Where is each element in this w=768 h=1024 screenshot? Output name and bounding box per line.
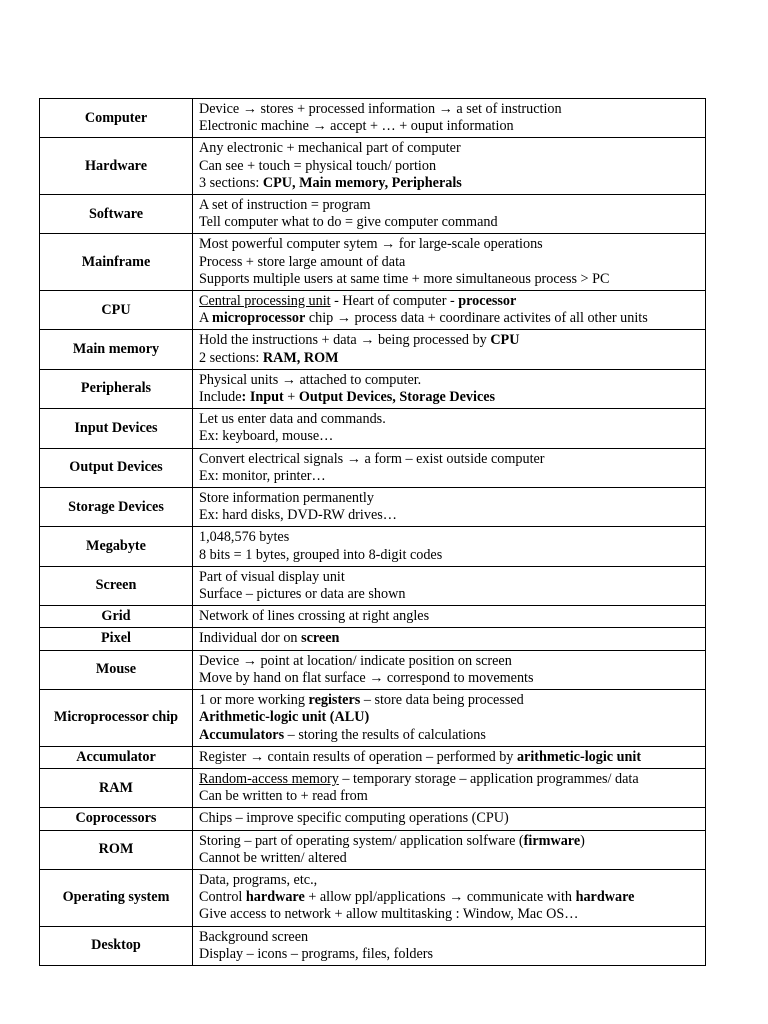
definition-line (199, 653, 705, 670)
bold-text: arithmetic-logic unit (516, 748, 642, 765)
bold-text: firmware (523, 832, 581, 849)
bold-text: : Input (241, 389, 284, 406)
text-segment: Convert electrical signals → a form – exist outside computer (199, 450, 545, 467)
term-cell: ROM (40, 830, 193, 869)
text-segment: - Heart of computer - (330, 293, 459, 310)
term-cell: CPU (40, 291, 193, 330)
definition-line (199, 118, 705, 135)
definition-line (199, 332, 705, 349)
definition-line (199, 529, 705, 546)
underline: Random-access memory (199, 770, 339, 787)
table-row (40, 650, 706, 689)
definition-cell (193, 650, 706, 689)
definition-line (199, 468, 705, 485)
text-segment: Move by hand on flat surface → correspond to movements (199, 669, 534, 686)
table-row (40, 606, 706, 628)
bold-text: CPU (490, 332, 520, 349)
text-segment: 2 sections: (199, 349, 263, 366)
underline: Central processing unit (199, 293, 331, 310)
term-cell: Desktop (40, 926, 193, 965)
text-segment: Supports multiple users at same time + more simultaneous process > PC (199, 270, 610, 287)
table-row (40, 138, 706, 195)
bold-text: hardware (575, 889, 635, 906)
definition-line (199, 372, 705, 389)
text-segment: Device → point at location/ indicate position on screen (199, 652, 512, 669)
table-row (40, 869, 706, 926)
table-row (40, 746, 706, 768)
definition-line (199, 271, 705, 288)
text-segment: Include (199, 389, 242, 406)
text-segment: Individual dor on (199, 630, 302, 647)
text-segment: Chips – improve specific computing operations (CPU) (199, 810, 509, 827)
definition-cell (193, 234, 706, 291)
definition-cell (193, 808, 706, 830)
text-segment: Control (199, 889, 246, 906)
definition-line (199, 906, 705, 923)
definition-line (199, 451, 705, 468)
table-row (40, 628, 706, 650)
definition-cell (193, 628, 706, 650)
text-segment: Any electronic + mechanical part of computer (199, 140, 461, 157)
table-row (40, 830, 706, 869)
term-cell: Megabyte (40, 527, 193, 566)
text-segment: chip → process data + coordinare activites of all other units (305, 310, 648, 327)
definition-cell (193, 768, 706, 807)
text-segment: Ex: monitor, printer… (199, 467, 326, 484)
definition-cell (193, 138, 706, 195)
definition-line (199, 727, 705, 744)
text-segment: + (283, 389, 299, 406)
table-row (40, 690, 706, 747)
bold-text: screen (301, 630, 340, 647)
definition-line (199, 101, 705, 118)
term-cell: Software (40, 195, 193, 234)
table-row (40, 926, 706, 965)
definition-line (199, 872, 705, 889)
definition-line (199, 608, 705, 625)
definition-line (199, 293, 705, 310)
text-segment: Store information permanently (199, 490, 374, 507)
definition-line (199, 850, 705, 867)
term-cell: Main memory (40, 330, 193, 369)
text-segment: Background screen (199, 928, 309, 945)
definition-line (199, 929, 705, 946)
table-row (40, 195, 706, 234)
definition-cell (193, 369, 706, 408)
definition-line (199, 810, 705, 827)
text-segment: Data, programs, etc., (199, 871, 318, 888)
definition-line (199, 411, 705, 428)
definition-cell (193, 527, 706, 566)
text-segment: 8 bits = 1 bytes, grouped into 8-digit codes (199, 546, 443, 563)
table-row (40, 409, 706, 448)
text-segment: Electronic machine → accept + … + ouput information (199, 118, 514, 135)
definition-line (199, 236, 705, 253)
term-cell: Operating system (40, 869, 193, 926)
text-segment: Surface – pictures or data are shown (199, 586, 406, 603)
definition-line (199, 254, 705, 271)
definition-line (199, 946, 705, 963)
definition-line (199, 788, 705, 805)
definition-line (199, 670, 705, 687)
table-row (40, 488, 706, 527)
text-segment: Can be written to + read from (199, 788, 368, 805)
term-cell: Mainframe (40, 234, 193, 291)
text-segment: A (199, 310, 213, 327)
definition-cell (193, 830, 706, 869)
text-segment: ) (580, 832, 585, 849)
table-row (40, 234, 706, 291)
definition-line (199, 214, 705, 231)
text-segment: Process + store large amount of data (199, 253, 406, 270)
definition-line (199, 490, 705, 507)
definition-cell (193, 409, 706, 448)
definition-cell (193, 869, 706, 926)
definition-line (199, 749, 705, 766)
definition-line (199, 140, 705, 157)
term-cell: Storage Devices (40, 488, 193, 527)
text-segment: 3 sections: (199, 174, 263, 191)
definition-line (199, 428, 705, 445)
glossary-table (39, 98, 706, 966)
term-cell: Computer (40, 99, 193, 138)
text-segment: Ex: hard disks, DVD-RW drives… (199, 507, 397, 524)
text-segment: Ex: keyboard, mouse… (199, 428, 334, 445)
table-row (40, 330, 706, 369)
table-row (40, 99, 706, 138)
table-row (40, 369, 706, 408)
text-segment: 1,048,576 bytes (199, 529, 290, 546)
table-row (40, 291, 706, 330)
definition-cell (193, 926, 706, 965)
bold-text: Output Devices, Storage Devices (298, 389, 496, 406)
text-segment: – storing the results of calculations (284, 726, 486, 743)
term-cell: Screen (40, 566, 193, 605)
term-cell: Pixel (40, 628, 193, 650)
definition-line (199, 709, 705, 726)
term-cell: Input Devices (40, 409, 193, 448)
underlined-text (199, 771, 339, 787)
definition-cell (193, 746, 706, 768)
term-cell: Microprocessor chip (40, 690, 193, 747)
text-segment: Most powerful computer sytem → for large-scale operations (199, 236, 543, 253)
table-row (40, 566, 706, 605)
text-segment: Display – icons – programs, files, folders (199, 945, 434, 962)
table-row (40, 448, 706, 487)
definition-line (199, 350, 705, 367)
text-segment: Device → stores + processed information → a set of instruction (199, 101, 562, 117)
definition-line (199, 692, 705, 709)
text-segment: Storing – part of operating system/ application solfware ( (199, 832, 524, 849)
text-segment: Part of visual display unit (199, 568, 345, 585)
definition-line (199, 889, 705, 906)
text-segment: – store data being processed (360, 692, 524, 709)
bold-text: hardware (245, 889, 305, 906)
term-cell: Output Devices (40, 448, 193, 487)
definition-cell (193, 448, 706, 487)
definition-line (199, 630, 705, 647)
underlined-text (199, 293, 331, 309)
text-segment: Physical units → attached to computer. (199, 371, 422, 388)
text-segment: – temporary storage – application programmes/ data (338, 770, 639, 787)
text-segment: Cannot be written/ altered (199, 849, 347, 866)
term-cell: Mouse (40, 650, 193, 689)
text-segment: Can see + touch = physical touch/ portion (199, 157, 437, 174)
bold-text: Arithmetic-logic unit (ALU) (199, 709, 370, 726)
text-segment: A set of instruction = program (199, 197, 371, 214)
definition-line (199, 389, 705, 406)
text-segment: Tell computer what to do = give computer command (199, 214, 498, 231)
bold-text: registers (308, 692, 361, 709)
text-segment: Let us enter data and commands. (199, 411, 386, 428)
definition-cell (193, 291, 706, 330)
table-row (40, 768, 706, 807)
text-segment: Give access to network + allow multitasking : Window, Mac OS… (199, 906, 579, 923)
definition-cell (193, 488, 706, 527)
text-segment: Register → contain results of operation – performed by (199, 748, 517, 765)
definition-line (199, 175, 705, 192)
definition-cell (193, 566, 706, 605)
bold-text: RAM, ROM (262, 349, 339, 366)
definition-cell (193, 195, 706, 234)
term-cell: Coprocessors (40, 808, 193, 830)
definition-cell (193, 606, 706, 628)
bold-text: processor (458, 293, 517, 310)
text-segment: Network of lines crossing at right angles (199, 608, 430, 625)
definition-line (199, 310, 705, 327)
term-cell: Accumulator (40, 746, 193, 768)
definition-line (199, 507, 705, 524)
text-segment: + allow ppl/applications → communicate with (304, 889, 576, 906)
term-cell: Peripherals (40, 369, 193, 408)
term-cell: Grid (40, 606, 193, 628)
definition-cell (193, 330, 706, 369)
bold-text: CPU, Main memory, Peripherals (262, 174, 462, 191)
definition-cell (193, 690, 706, 747)
bold-text: microprocessor (212, 310, 306, 327)
definition-line (199, 158, 705, 175)
definition-line (199, 569, 705, 586)
table-row (40, 808, 706, 830)
table-row (40, 527, 706, 566)
glossary-body (40, 99, 706, 966)
definition-cell (193, 99, 706, 138)
definition-line (199, 547, 705, 564)
definition-line (199, 771, 705, 788)
definition-line (199, 833, 705, 850)
term-cell: RAM (40, 768, 193, 807)
definition-line (199, 197, 705, 214)
term-cell: Hardware (40, 138, 193, 195)
definition-line (199, 586, 705, 603)
text-segment: 1 or more working (199, 692, 309, 709)
text-segment: Hold the instructions + data → being processed by (199, 332, 491, 349)
bold-text: Accumulators (199, 726, 285, 743)
